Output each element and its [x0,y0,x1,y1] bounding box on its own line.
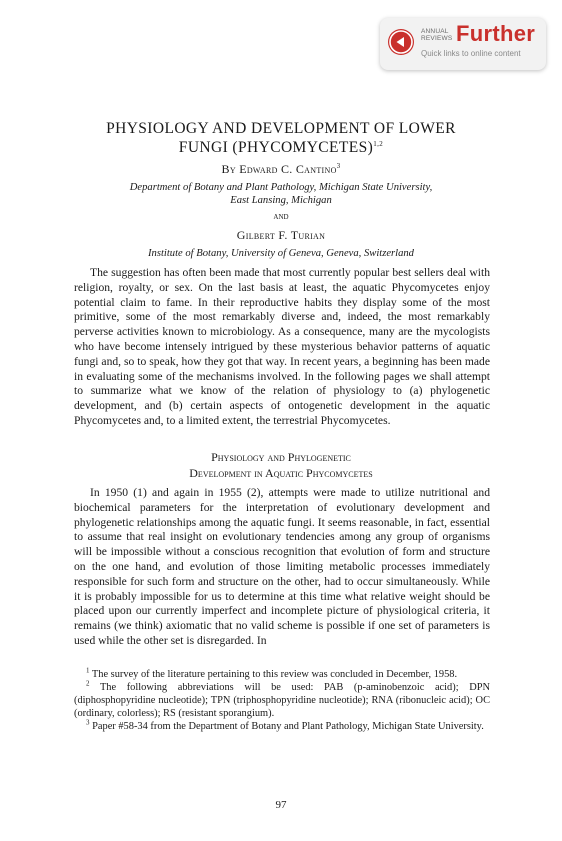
footnote-2-text: The following abbreviations will be used: PAB (p-aminobenzoic acid); DPN (diphosphopyridine nucleotide); TPN (triphosphopyridine nucleotide); RNA (ribonucleic acid); OC (ordinary, colorless); RS (resistant sporangium). [74,682,490,720]
section-heading-line-1: Physiology and Phylogenetic [211,450,351,464]
intro-text: The suggestion has often been made that most currently popular best sellers deal with religion, royalty, or sex. On the last basis at least, the aquatic Phycomycetes enjoy potential claim to fame. In their reproductive habits they display some of the most primitive, some of the most remarkably diverse and, indeed, the most remarkably perverse activities known to microbiology. As a consequence, many are the mycologists who have become intensely intrigued by these mysterious behavior patterns of aquatic fungi and, so to speak, how they got that way. In recent years, a beginning has been made in evaluating some of the mechanisms involved. In the following pages we shall attempt to summarize what we know of the relation of physiology to (a) phylogenetic development, and (b) certain aspects of ontogenetic development in the aquatic Phycomycetes and, to a limited extent, the terrestrial Phycomycetes. [74,266,490,427]
article-title-text: FUNGI (PHYCOMYCETES) [178,139,374,156]
brand-line-2: REVIEWS [421,35,453,42]
author-1-name: By Edward C. Cantino [221,162,337,176]
footnote-2 [74,681,490,720]
author-1 [0,162,562,177]
article-title-line-1: PHYSIOLOGY AND DEVELOPMENT OF LOWER [106,120,456,137]
further-title[interactable]: Further [456,21,536,46]
footnotes [74,668,490,733]
author-1-footnote-mark: 3 [336,162,341,170]
affiliation-1 [0,181,562,207]
footnote-1-text: The survey of the literature pertaining to this review was concluded in December, 1958. [91,669,458,680]
and-separator: and [273,211,289,222]
annual-reviews-logo-text [421,28,452,42]
section-paragraph [74,486,490,649]
affiliation-1-line-2: East Lansing, Michigan [230,195,332,206]
title-footnote-marks: 1,2 [373,139,384,148]
article-title-line-2 [0,138,562,157]
author-2: Gilbert F. Turian [236,228,326,242]
footnote-1-mark: 1 [86,666,90,675]
section-text: In 1950 (1) and again in 1955 (2), attempts were made to utilize nutritional and biochemical parameters for the interpretation of evolutionary development and phylogenetic relationships among the aquatic fungi. It seems reasonable, in fact, essential to assume that real insight on evolutionary tendencies among any group of organisms will be impossible without a conscious recognition that evolution of form and structure on the one hand, and evolution of those limiting metabolic processes immediately responsible for such form and structure on the other, had to occur simultaneously. While it is probably impossible for us to determine at this time what relative weight should be placed upon our currently imperfect and incomplete picture of physiological criteria, it remains (we think) axiomatic that no valid scheme is possible if one set of parameters is used while the other set is disregarded. In [74,486,490,647]
footnote-1 [74,668,490,681]
affiliation-2: Institute of Botany, University of Geneva, Geneva, Switzerland [148,248,414,259]
affiliation-1-line-1: Department of Botany and Plant Pathology, Michigan State University, [129,182,433,193]
further-subtitle[interactable]: Quick links to online content [421,49,521,58]
footnote-3 [74,720,490,733]
section-heading-line-2: Development in Aquatic Phycomycetes [189,466,373,480]
footnote-2-mark: 2 [86,679,90,688]
footnote-3-mark: 3 [86,718,90,727]
intro-paragraph [74,266,490,429]
further-banner[interactable] [380,18,546,70]
play-triangle-icon[interactable] [388,29,414,55]
brand-line-1: ANNUAL [421,28,449,35]
page-number: 97 [275,799,287,811]
footnote-3-text: Paper #58-34 from the Department of Botany and Plant Pathology, Michigan State University. [92,721,484,733]
